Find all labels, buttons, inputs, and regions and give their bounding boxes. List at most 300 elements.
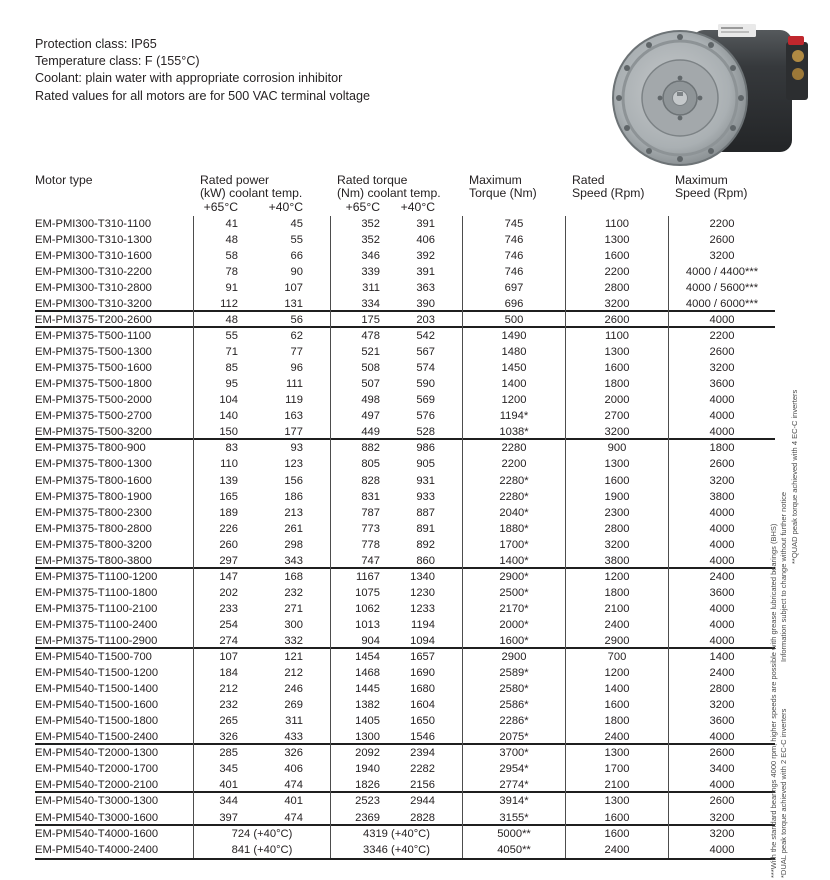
table-row — [35, 553, 775, 569]
cell-rated-speed: 1800 — [565, 376, 668, 392]
cell-motor-type: EM-PMI540-T2000-1700 — [35, 763, 159, 776]
cell-power-65: 104 — [193, 392, 248, 408]
cell-power-40: 271 — [284, 602, 303, 615]
header-rated-torque-unit: (Nm) coolant temp. — [337, 186, 441, 201]
cell-power-65: 91 — [193, 280, 248, 296]
cell-max-speed: 4000 / 4400*** — [668, 264, 775, 280]
cell-max-speed: 4000 — [668, 777, 775, 793]
cell-motor-type: EM-PMI375-T500-1300 — [35, 346, 152, 359]
cell-rated-speed: 3200 — [565, 424, 668, 440]
cell-torque-40: 1194 — [410, 618, 435, 631]
cell-motor-type: EM-PMI375-T500-2700 — [35, 410, 152, 423]
header-max-speed: Maximum — [675, 173, 728, 187]
cell-rated-speed: 3200 — [565, 537, 668, 553]
cell-max-speed: 4000 / 5600*** — [668, 280, 775, 296]
cell-torque-65: 1013 — [330, 617, 390, 633]
cell-max-speed: 3600 — [668, 585, 775, 601]
cell-max-speed: 3600 — [668, 713, 775, 729]
cell-torque-65: 1454 — [330, 649, 390, 665]
cell-power-65: 112 — [193, 296, 248, 312]
cell-max-torque: 1038* — [462, 424, 565, 440]
cell-max-torque: 2900 — [462, 649, 565, 665]
cell-max-speed: 3200 — [668, 826, 775, 842]
cell-max-torque: 2040* — [462, 505, 565, 521]
cell-motor-type: EM-PMI540-T1500-1200 — [35, 667, 159, 680]
cell-torque-40: 392 — [416, 249, 435, 262]
cell-rated-speed: 2300 — [565, 505, 668, 521]
cell-torque-40: 2944 — [410, 795, 435, 808]
cell-max-speed: 4000 — [668, 553, 775, 569]
table-row — [35, 521, 775, 537]
cell-max-speed: 3400 — [668, 761, 775, 777]
cell-torque-65: 175 — [330, 312, 390, 328]
cell-motor-type: EM-PMI375-T500-3200 — [35, 426, 152, 439]
cell-power-65: 401 — [193, 777, 248, 793]
cell-power-40: 406 — [284, 763, 303, 776]
cell-torque-40: 203 — [416, 314, 435, 327]
cell-power-40: 232 — [284, 586, 303, 599]
table-row — [35, 810, 775, 826]
cell-torque-65: 882 — [330, 440, 390, 456]
cell-max-torque: 1700* — [462, 537, 565, 553]
cell-torque-65: 346 — [330, 248, 390, 264]
cell-power-40: 121 — [284, 651, 303, 664]
cell-max-speed: 4000 — [668, 729, 775, 745]
cell-motor-type: EM-PMI540-T4000-1600 — [35, 827, 159, 840]
cell-power-40: 55 — [290, 233, 303, 246]
cell-power-40: 62 — [290, 330, 303, 343]
cell-power-65: 345 — [193, 761, 248, 777]
table-row — [35, 681, 775, 697]
cell-torque-65: 352 — [330, 216, 390, 232]
cell-max-torque: 5000** — [462, 826, 565, 842]
cell-torque-40: 1657 — [410, 651, 435, 664]
cell-torque-65: 747 — [330, 553, 390, 569]
cell-power-40: 93 — [290, 442, 303, 455]
cell-motor-type: EM-PMI300-T310-2200 — [35, 265, 152, 278]
cell-rated-speed: 1300 — [565, 745, 668, 761]
cell-max-speed: 4000 — [668, 424, 775, 440]
cell-max-speed: 4000 — [668, 312, 775, 328]
cell-motor-type: EM-PMI300-T310-3200 — [35, 298, 152, 311]
cell-rated-speed: 2000 — [565, 392, 668, 408]
cell-torque-40: 569 — [416, 394, 435, 407]
cell-max-torque: 745 — [462, 216, 565, 232]
header-rated-speed-unit: Speed (Rpm) — [572, 186, 645, 201]
cell-motor-type: EM-PMI375-T800-1300 — [35, 458, 152, 471]
table-row — [35, 617, 775, 633]
cell-motor-type: EM-PMI540-T3000-1600 — [35, 811, 159, 824]
table-row — [35, 328, 775, 344]
cell-rated-speed: 1800 — [565, 585, 668, 601]
cell-power-65: 48 — [193, 232, 248, 248]
cell-torque-65: 904 — [330, 633, 390, 649]
cell-power-40: 401 — [284, 795, 303, 808]
table-row — [35, 665, 775, 681]
footnote-information: Information subject to change without further notice — [779, 491, 788, 662]
cell-torque-65: 805 — [330, 456, 390, 472]
cell-power-65: 254 — [193, 617, 248, 633]
table-row — [35, 232, 775, 248]
cell-torque-40: 986 — [416, 442, 435, 455]
cell-max-speed: 3200 — [668, 248, 775, 264]
cell-torque-65: 773 — [330, 521, 390, 537]
cell-rated-speed: 1600 — [565, 248, 668, 264]
cell-max-speed: 4000 — [668, 842, 775, 858]
cell-max-torque: 2200 — [462, 456, 565, 472]
table-row — [35, 296, 775, 312]
cell-power-40: 474 — [284, 779, 303, 792]
cell-max-torque: 4050** — [462, 842, 565, 858]
cell-torque-65: 1468 — [330, 665, 390, 681]
cell-max-speed: 1400 — [668, 649, 775, 665]
cell-torque-65: 497 — [330, 408, 390, 424]
cell-rated-speed: 1300 — [565, 344, 668, 360]
cell-rated-speed: 2400 — [565, 617, 668, 633]
cell-max-speed: 4000 — [668, 633, 775, 649]
cell-power-40: 45 — [290, 217, 303, 230]
cell-torque-40: 933 — [416, 490, 435, 503]
cell-motor-type: EM-PMI375-T800-3800 — [35, 554, 152, 567]
cell-max-torque: 2586* — [462, 697, 565, 713]
header-motor-type: Motor type — [35, 173, 93, 187]
cell-motor-type: EM-PMI540-T1500-2400 — [35, 731, 159, 744]
cell-power-65: 297 — [193, 553, 248, 569]
motor-fitting-brass-1 — [792, 50, 804, 62]
cell-power-40: 474 — [284, 811, 303, 824]
cell-power-40: 168 — [284, 570, 303, 583]
cell-rated-speed: 3800 — [565, 553, 668, 569]
cell-power-40: 300 — [284, 618, 303, 631]
cell-rated-speed: 1200 — [565, 569, 668, 585]
cell-torque-65: 831 — [330, 489, 390, 505]
cell-torque-40: 1680 — [410, 683, 435, 696]
table-row — [35, 456, 775, 472]
table-row — [35, 761, 775, 777]
table-row — [35, 569, 775, 585]
footnote-dual: *DUAL peak torque achieved with 2 EC-C inverters — [779, 708, 788, 878]
table-row — [35, 842, 775, 858]
cell-power-40: 66 — [290, 249, 303, 262]
cell-max-torque: 1194* — [462, 408, 565, 424]
footnote-bearings: ***With the standard bearings 4000 rpm, higher speeds are possible with grease lubricated bearings (BHS) — [769, 523, 778, 878]
header-rated-power-unit: (kW) coolant temp. — [200, 186, 303, 201]
cell-max-speed: 4000 — [668, 505, 775, 521]
cell-max-speed: 4000 / 6000*** — [668, 296, 775, 312]
cell-motor-type: EM-PMI540-T1500-1600 — [35, 699, 159, 712]
cell-power-40: 326 — [284, 747, 303, 760]
cell-motor-type: EM-PMI375-T800-1900 — [35, 490, 152, 503]
cell-max-speed: 2400 — [668, 665, 775, 681]
cell-power-65: 344 — [193, 793, 248, 809]
cell-max-speed: 4000 — [668, 617, 775, 633]
cell-max-speed: 2600 — [668, 344, 775, 360]
cell-max-torque: 2075* — [462, 729, 565, 745]
header-rated-speed: Rated — [572, 173, 605, 187]
cell-max-torque: 2170* — [462, 601, 565, 617]
cell-power-65: 285 — [193, 745, 248, 761]
info-temperature-class: Temperature class: F (155°C) — [35, 54, 200, 69]
cell-rated-speed: 900 — [565, 440, 668, 456]
cell-power-65: 184 — [193, 665, 248, 681]
cell-power-combined: 841 (+40°C) — [193, 842, 330, 858]
cell-power-65: 226 — [193, 521, 248, 537]
table-row — [35, 649, 775, 665]
cell-motor-type: EM-PMI300-T310-1300 — [35, 233, 152, 246]
cell-power-40: 343 — [284, 554, 303, 567]
table-row — [35, 729, 775, 745]
header-max-torque-unit: Torque (Nm) — [469, 186, 537, 201]
cell-max-speed: 2600 — [668, 232, 775, 248]
cell-torque-65: 1075 — [330, 585, 390, 601]
cell-power-40: 186 — [284, 490, 303, 503]
cell-power-65: 274 — [193, 633, 248, 649]
cell-motor-type: EM-PMI375-T1100-1800 — [35, 586, 158, 599]
cell-torque-40: 2828 — [410, 811, 435, 824]
cell-power-40: 56 — [290, 314, 303, 327]
table-row — [35, 264, 775, 280]
cell-torque-65: 1405 — [330, 713, 390, 729]
footnote-quad: **QUAD peak torque achieved with 4 EC-C inverters — [790, 389, 799, 564]
info-rated-values: Rated values for all motors are for 500 VAC terminal voltage — [35, 88, 371, 103]
table-row — [35, 793, 775, 809]
cell-max-torque: 1200 — [462, 392, 565, 408]
table-row — [35, 697, 775, 713]
table-row — [35, 777, 775, 793]
cell-power-65: 140 — [193, 408, 248, 424]
cell-power-65: 71 — [193, 344, 248, 360]
cell-torque-combined: 3346 (+40°C) — [330, 842, 462, 858]
table-row — [35, 633, 775, 649]
table-row — [35, 440, 775, 456]
header-rated-power: Rated power — [200, 173, 270, 187]
cell-rated-speed: 1400 — [565, 681, 668, 697]
header-max-torque: Maximum — [469, 173, 522, 187]
cell-max-torque: 697 — [462, 280, 565, 296]
cell-torque-65: 311 — [330, 280, 390, 296]
cell-power-40: 246 — [284, 683, 303, 696]
cell-rated-speed: 1600 — [565, 473, 668, 489]
cell-torque-40: 391 — [416, 265, 435, 278]
cell-power-40: 212 — [284, 667, 303, 680]
cell-rated-speed: 2100 — [565, 601, 668, 617]
cell-torque-40: 1230 — [410, 586, 435, 599]
cell-torque-40: 1604 — [410, 699, 435, 712]
cell-max-torque: 1880* — [462, 521, 565, 537]
header-power-65: +65°C — [203, 199, 238, 214]
cell-power-40: 119 — [285, 394, 303, 407]
cell-motor-type: EM-PMI375-T1100-2100 — [35, 602, 158, 615]
cell-rated-speed: 1900 — [565, 489, 668, 505]
cell-power-40: 269 — [284, 699, 303, 712]
table-row — [35, 713, 775, 729]
cell-power-65: 397 — [193, 810, 248, 826]
cell-torque-40: 528 — [416, 426, 435, 439]
cell-torque-65: 498 — [330, 392, 390, 408]
motor-photo — [600, 8, 818, 172]
cell-power-40: 332 — [284, 635, 303, 647]
cell-motor-type: EM-PMI540-T4000-2400 — [35, 843, 159, 856]
cell-motor-type: EM-PMI375-T800-900 — [35, 442, 146, 455]
header-torque-65: +65°C — [345, 199, 380, 214]
cell-torque-40: 1340 — [410, 570, 435, 583]
cell-rated-speed: 2700 — [565, 408, 668, 424]
cell-torque-65: 778 — [330, 537, 390, 553]
cell-max-speed: 2600 — [668, 793, 775, 809]
cell-power-65: 265 — [193, 713, 248, 729]
cell-max-torque: 746 — [462, 264, 565, 280]
cell-torque-65: 334 — [330, 296, 390, 312]
cell-torque-65: 2369 — [330, 810, 390, 826]
cell-power-65: 95 — [193, 376, 248, 392]
cell-motor-type: EM-PMI375-T500-2000 — [35, 394, 152, 407]
cell-power-40: 107 — [284, 281, 303, 294]
cell-max-torque: 1600* — [462, 633, 565, 649]
info-block — [35, 36, 370, 105]
cell-max-speed: 4000 — [668, 521, 775, 537]
cell-torque-40: 1650 — [410, 715, 435, 728]
cell-motor-type: EM-PMI300-T310-1100 — [35, 217, 152, 230]
table-row — [35, 248, 775, 264]
cell-rated-speed: 1300 — [565, 456, 668, 472]
cell-max-torque: 746 — [462, 232, 565, 248]
cell-torque-40: 390 — [416, 298, 435, 311]
table-row — [35, 360, 775, 376]
cell-rated-speed: 2200 — [565, 264, 668, 280]
cell-rated-speed: 2100 — [565, 777, 668, 793]
cell-motor-type: EM-PMI540-T1500-700 — [35, 651, 152, 664]
cell-max-torque: 2500* — [462, 585, 565, 601]
cell-max-torque: 3914* — [462, 793, 565, 809]
cell-motor-type: EM-PMI375-T1100-2900 — [35, 635, 158, 647]
header-power-40: +40°C — [268, 199, 303, 214]
cell-motor-type: EM-PMI540-T1500-1800 — [35, 715, 159, 728]
cell-torque-65: 507 — [330, 376, 390, 392]
cell-power-40: 96 — [290, 362, 303, 375]
cell-motor-type: EM-PMI375-T500-1800 — [35, 378, 152, 391]
header-rated-torque: Rated torque — [337, 173, 408, 187]
cell-rated-speed: 2900 — [565, 633, 668, 649]
cell-rated-speed: 1100 — [565, 216, 668, 232]
motor-top-label — [718, 24, 756, 37]
cell-torque-40: 2156 — [410, 779, 435, 792]
cell-max-speed: 4000 — [668, 537, 775, 553]
cell-max-torque: 2286* — [462, 713, 565, 729]
cell-max-speed: 3200 — [668, 473, 775, 489]
table-row — [35, 537, 775, 553]
cell-power-65: 139 — [193, 473, 248, 489]
cell-max-speed: 2600 — [668, 456, 775, 472]
table-row — [35, 424, 775, 440]
cell-max-torque: 2280* — [462, 473, 565, 489]
cell-max-torque: 1400* — [462, 553, 565, 569]
cell-max-speed: 4000 — [668, 601, 775, 617]
cell-torque-40: 1233 — [410, 602, 435, 615]
cell-torque-65: 352 — [330, 232, 390, 248]
cell-power-65: 83 — [193, 440, 248, 456]
cell-rated-speed: 1800 — [565, 713, 668, 729]
cell-max-speed: 3600 — [668, 376, 775, 392]
cell-torque-40: 892 — [416, 538, 435, 551]
cell-max-speed: 3200 — [668, 810, 775, 826]
cell-rated-speed: 1600 — [565, 826, 668, 842]
cell-power-40: 90 — [290, 265, 303, 278]
cell-torque-40: 406 — [416, 233, 435, 246]
table-row — [35, 489, 775, 505]
cell-max-torque: 2580* — [462, 681, 565, 697]
cell-motor-type: EM-PMI300-T310-1600 — [35, 249, 152, 262]
cell-motor-type: EM-PMI540-T1500-1400 — [35, 683, 159, 696]
cell-torque-40: 1690 — [410, 667, 435, 680]
cell-rated-speed: 1700 — [565, 761, 668, 777]
cell-torque-65: 1940 — [330, 761, 390, 777]
cell-motor-type: EM-PMI375-T500-1100 — [35, 330, 152, 343]
cell-power-65: 232 — [193, 697, 248, 713]
cell-torque-40: 574 — [416, 362, 435, 375]
cell-torque-40: 2394 — [410, 747, 435, 760]
cell-power-40: 163 — [284, 410, 303, 423]
cell-torque-40: 905 — [416, 458, 435, 471]
cell-rated-speed: 3200 — [565, 296, 668, 312]
cell-motor-type: EM-PMI375-T1100-1200 — [35, 570, 158, 583]
cell-max-torque: 2000* — [462, 617, 565, 633]
cell-power-40: 177 — [284, 426, 303, 439]
cell-motor-type: EM-PMI375-T1100-2400 — [35, 618, 158, 631]
cell-torque-65: 339 — [330, 264, 390, 280]
cell-power-combined: 724 (+40°C) — [193, 826, 330, 842]
cell-max-torque: 1490 — [462, 328, 565, 344]
cell-torque-65: 521 — [330, 344, 390, 360]
cell-torque-40: 860 — [416, 554, 435, 567]
cell-power-65: 78 — [193, 264, 248, 280]
cell-torque-40: 1094 — [410, 635, 435, 647]
spec-table — [35, 174, 775, 860]
cell-power-65: 202 — [193, 585, 248, 601]
cell-max-speed: 2200 — [668, 216, 775, 232]
cell-power-40: 131 — [284, 298, 303, 311]
cell-rated-speed: 1600 — [565, 697, 668, 713]
table-row — [35, 376, 775, 392]
cell-max-torque: 746 — [462, 248, 565, 264]
cell-torque-40: 576 — [416, 410, 435, 423]
table-row — [35, 392, 775, 408]
cell-max-torque: 2774* — [462, 777, 565, 793]
cell-max-speed: 2600 — [668, 745, 775, 761]
table-row — [35, 601, 775, 617]
cell-torque-65: 2092 — [330, 745, 390, 761]
cell-motor-type: EM-PMI375-T800-3200 — [35, 538, 152, 551]
cell-max-speed: 2800 — [668, 681, 775, 697]
cell-power-40: 123 — [284, 458, 303, 471]
cell-torque-65: 1382 — [330, 697, 390, 713]
cell-rated-speed: 1100 — [565, 328, 668, 344]
cell-torque-65: 2523 — [330, 793, 390, 809]
cell-max-torque: 1400 — [462, 376, 565, 392]
cell-power-65: 48 — [193, 312, 248, 328]
cell-max-speed: 3200 — [668, 697, 775, 713]
table-row — [35, 826, 775, 842]
cell-max-torque: 2280* — [462, 489, 565, 505]
cell-max-speed: 1800 — [668, 440, 775, 456]
cell-power-65: 85 — [193, 360, 248, 376]
cell-rated-speed: 1300 — [565, 232, 668, 248]
cell-motor-type: EM-PMI375-T800-2800 — [35, 522, 152, 535]
cell-motor-type: EM-PMI540-T2000-2100 — [35, 779, 159, 792]
cell-max-speed: 2200 — [668, 328, 775, 344]
cell-rated-speed: 1600 — [565, 360, 668, 376]
table-body — [35, 216, 775, 860]
header-max-speed-unit: Speed (Rpm) — [675, 186, 748, 201]
